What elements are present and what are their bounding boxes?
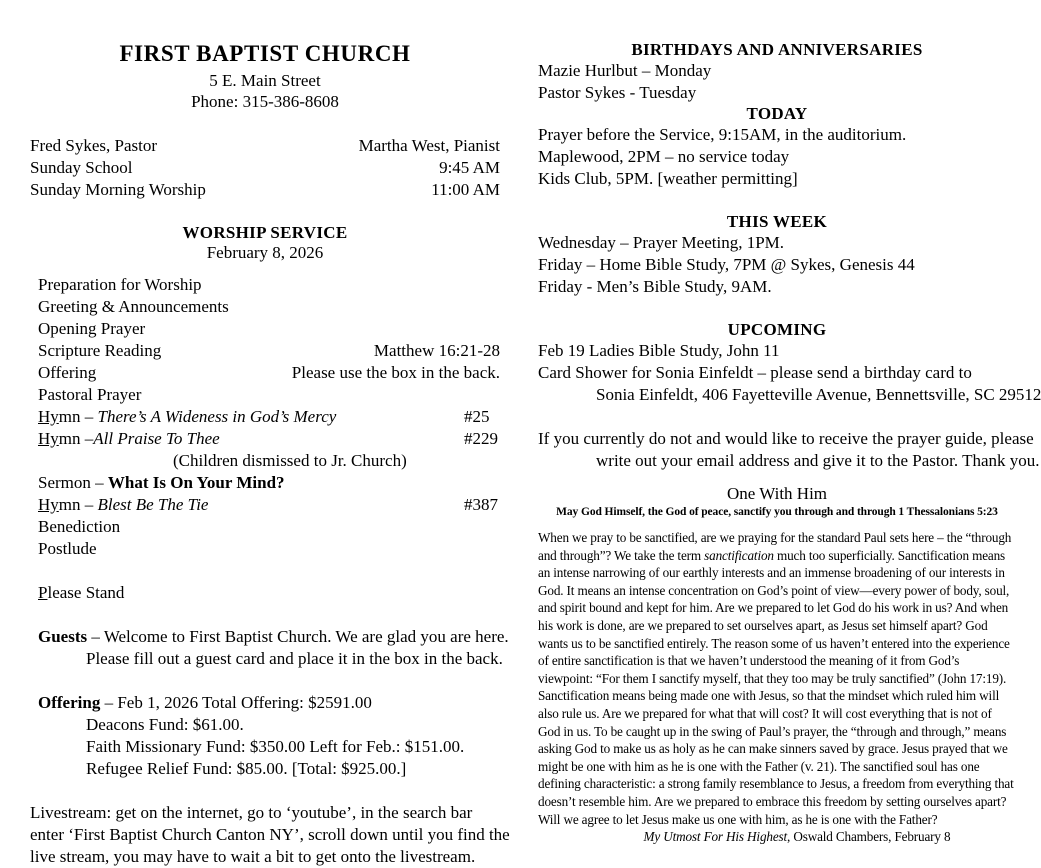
guests-label: Guests [38, 626, 88, 646]
right-column [538, 0, 1041, 846]
upcoming-item: Feb 19 Ladies Bible Study, John 11 [538, 341, 780, 360]
staff-value: 11:00 AM [431, 179, 500, 199]
church-address: 5 E. Main Street [209, 71, 321, 91]
livestream-line: enter ‘First Baptist Church Canton NY’, scroll down until you find the [30, 824, 510, 844]
hymn-title: All Praise To Thee [93, 428, 220, 448]
staff-value: 9:45 AM [439, 157, 500, 177]
staff-value: Martha West, Pianist [358, 135, 500, 155]
staff-row [30, 135, 500, 157]
this-week-item: Friday – Home Bible Study, 7PM @ Sykes, Genesis 44 [538, 255, 915, 274]
offering-block [30, 692, 500, 780]
hymn-title: Blest Be The Tie [97, 494, 209, 514]
birthday-item: Pastor Sykes - Tuesday [538, 83, 697, 102]
offering-fund-item: Refugee Relief Fund: $85.00. [Total: $925.00.] [86, 758, 407, 778]
prayer-guide-line: write out your email address and give it to the Pastor. Thank you. [596, 451, 1040, 470]
sermon-label: Sermon – [38, 472, 108, 492]
service-order-item [38, 384, 500, 406]
sermon-row [38, 472, 500, 494]
order-value: Please use the box in the back. [291, 362, 500, 382]
left-column [30, 0, 510, 868]
service-order-list [30, 274, 500, 604]
offering-line-1 [38, 692, 500, 714]
order-label: Preparation for Worship [38, 274, 202, 294]
hymn-number: #387 [464, 494, 498, 514]
prayer-guide-line: If you currently do not and would like to receive the prayer guide, please [538, 429, 1034, 448]
today-item: Prayer before the Service, 9:15AM, in the auditorium. [538, 125, 907, 144]
order-label: Greeting & Announcements [38, 296, 229, 316]
guests-line-1 [38, 626, 509, 648]
staff-list [30, 135, 500, 201]
birthdays-heading: BIRTHDAYS AND ANNIVERSARIES [631, 40, 923, 59]
staff-label: Sunday Morning Worship [30, 179, 206, 199]
hymn-number: #25 [464, 406, 490, 426]
upcoming-item: Card Shower for Sonia Einfeldt – please send a birthday card to [538, 363, 972, 382]
today-heading: TODAY [746, 104, 808, 123]
offering-fund-item: Faith Missionary Fund: $350.00 Left for Feb.: $151.00. [86, 736, 465, 756]
guests-line-2: Please fill out a guest card and place it in the box in the back. [86, 648, 503, 668]
sermon-title: What Is On Your Mind? [107, 472, 285, 492]
guests-block [30, 626, 509, 670]
service-order-item [38, 274, 500, 296]
devotional-source-rest: , Oswald Chambers, February 8 [787, 829, 951, 845]
staff-label: Sunday School [30, 157, 133, 177]
order-label: Offering [38, 362, 97, 382]
today-item: Kids Club, 5PM. [weather permitting] [538, 169, 798, 188]
hymn-prefix-underlined: Hy [38, 494, 59, 514]
order-value: Matthew 16:21-28 [373, 340, 500, 360]
hymn-prefix-rest: mn – [58, 406, 98, 426]
hymn-label [38, 494, 208, 516]
devotional-para-2: much too superficially. Sanctification means an intense narrowing of our earthly interests and an immense broadening of our interests in God. It means an intense concentration on God’s point of view—every power of body, soul, and spirit bound and kept for him. Are we prepared to let God do his work in us? And when his work is done, are we prepared to set ourselves apart, as Jesus set himself apart? God wants us to be sanctified entirely. The reason some of us haven’t entered into the experience of entire sanctification is that we haven’t understood the meaning of it from God’s viewpoint: “For them I sanctify myself, that they too may be truly sanctified” (John 17:19). Sanctification means being made one with Jesus, so that the mindset which ruled him will also rule us. Are we prepared for what that will cost? It will cost everything that is not of God in us. To be caught up in the swing of Paul’s prayer, the “through and through,” means asking God to make us as holy as he can make sinners saved by grace. Jesus prayed that we might be one with him as he is one with the Father (v. 21). The sanctified soul has one defining characteristic: a strong family resemblance to Jesus, a freedom from everything that doesn’t resemble him. Are we prepared to embrace this freedom by setting ourselves apart? Will we agree to let Jesus make us one with him, as he is one with the Father? [538, 547, 1014, 827]
guests-text: – Welcome to First Baptist Church. We are glad you are here. [87, 626, 509, 646]
staff-row [30, 179, 500, 201]
birthday-item: Mazie Hurlbut – Monday [538, 61, 712, 80]
livestream-line: Livestream: get on the internet, go to ‘youtube’, in the search bar [30, 802, 473, 822]
devotional-source-title: My Utmost For His Highest [643, 829, 788, 845]
hymn-prefix-underlined: Hy [38, 428, 59, 448]
staff-row [30, 157, 500, 179]
service-order-item [38, 318, 500, 340]
devotional-title: One With Him [726, 484, 828, 503]
order-label: Opening Prayer [38, 318, 146, 338]
prayer-guide-block [538, 428, 1040, 472]
livestream-line: live stream, you may have to wait a bit to get onto the livestream. [30, 846, 476, 866]
this-week-heading: THIS WEEK [726, 212, 828, 231]
devotional-italic-term: sanctification [704, 547, 774, 563]
hymn-prefix-underlined: Hy [38, 406, 59, 426]
upcoming-heading: UPCOMING [727, 320, 827, 339]
hymn-label [38, 428, 220, 450]
hymn-prefix-rest: mn – [58, 428, 94, 448]
order-label: Pastoral Prayer [38, 384, 142, 404]
offering-total: – Feb 1, 2026 Total Offering: $2591.00 [100, 692, 372, 712]
upcoming-item-continued: Sonia Einfeldt, 406 Fayetteville Avenue, Bennettsville, SC 29512 [596, 385, 1041, 404]
hymn-prefix-rest: mn – [58, 494, 98, 514]
children-dismissal-note: (Children dismissed to Jr. Church) [173, 450, 407, 470]
service-order-item [38, 340, 500, 362]
hymn-title: There’s A Wideness in God’s Mercy [97, 406, 337, 426]
service-order-item: Benediction [38, 516, 121, 536]
worship-service-heading: WORSHIP SERVICE [182, 222, 348, 242]
devotional-para-1: When we pray to be sanctified, are we praying for the standard Paul sets here – the “through and through”? We take the term [538, 530, 1012, 563]
devotional-attribution [538, 828, 1016, 846]
offering-label: Offering [38, 692, 101, 712]
church-name: FIRST BAPTIST CHURCH [119, 41, 411, 66]
offering-fund-item: Deacons Fund: $61.00. [86, 714, 244, 734]
hymn-row [38, 494, 500, 516]
hymn-number: #229 [464, 428, 498, 448]
livestream-block [30, 802, 510, 868]
hymn-row [38, 406, 500, 428]
please-stand-initial: P [38, 582, 48, 602]
hymn-label [38, 406, 336, 428]
church-phone: Phone: 315-386-8608 [191, 92, 339, 112]
please-stand-rest: lease Stand [47, 582, 125, 602]
staff-label: Fred Sykes, Pastor [30, 135, 158, 155]
today-item: Maplewood, 2PM – no service today [538, 147, 790, 166]
hymn-row [38, 428, 500, 450]
this-week-item: Friday - Men’s Bible Study, 9AM. [538, 277, 772, 296]
service-order-item [38, 296, 500, 318]
order-label: Scripture Reading [38, 340, 162, 360]
please-stand-note [38, 582, 500, 604]
service-order-item [38, 362, 500, 384]
devotional-verse: May God Himself, the God of peace, sanctify you through and through 1 Thessalonians 5:23 [556, 506, 998, 518]
service-order-item: Postlude [38, 538, 97, 558]
this-week-item: Wednesday – Prayer Meeting, 1PM. [538, 233, 785, 252]
devotional-body [538, 529, 1016, 828]
worship-service-date: February 8, 2026 [206, 242, 324, 262]
